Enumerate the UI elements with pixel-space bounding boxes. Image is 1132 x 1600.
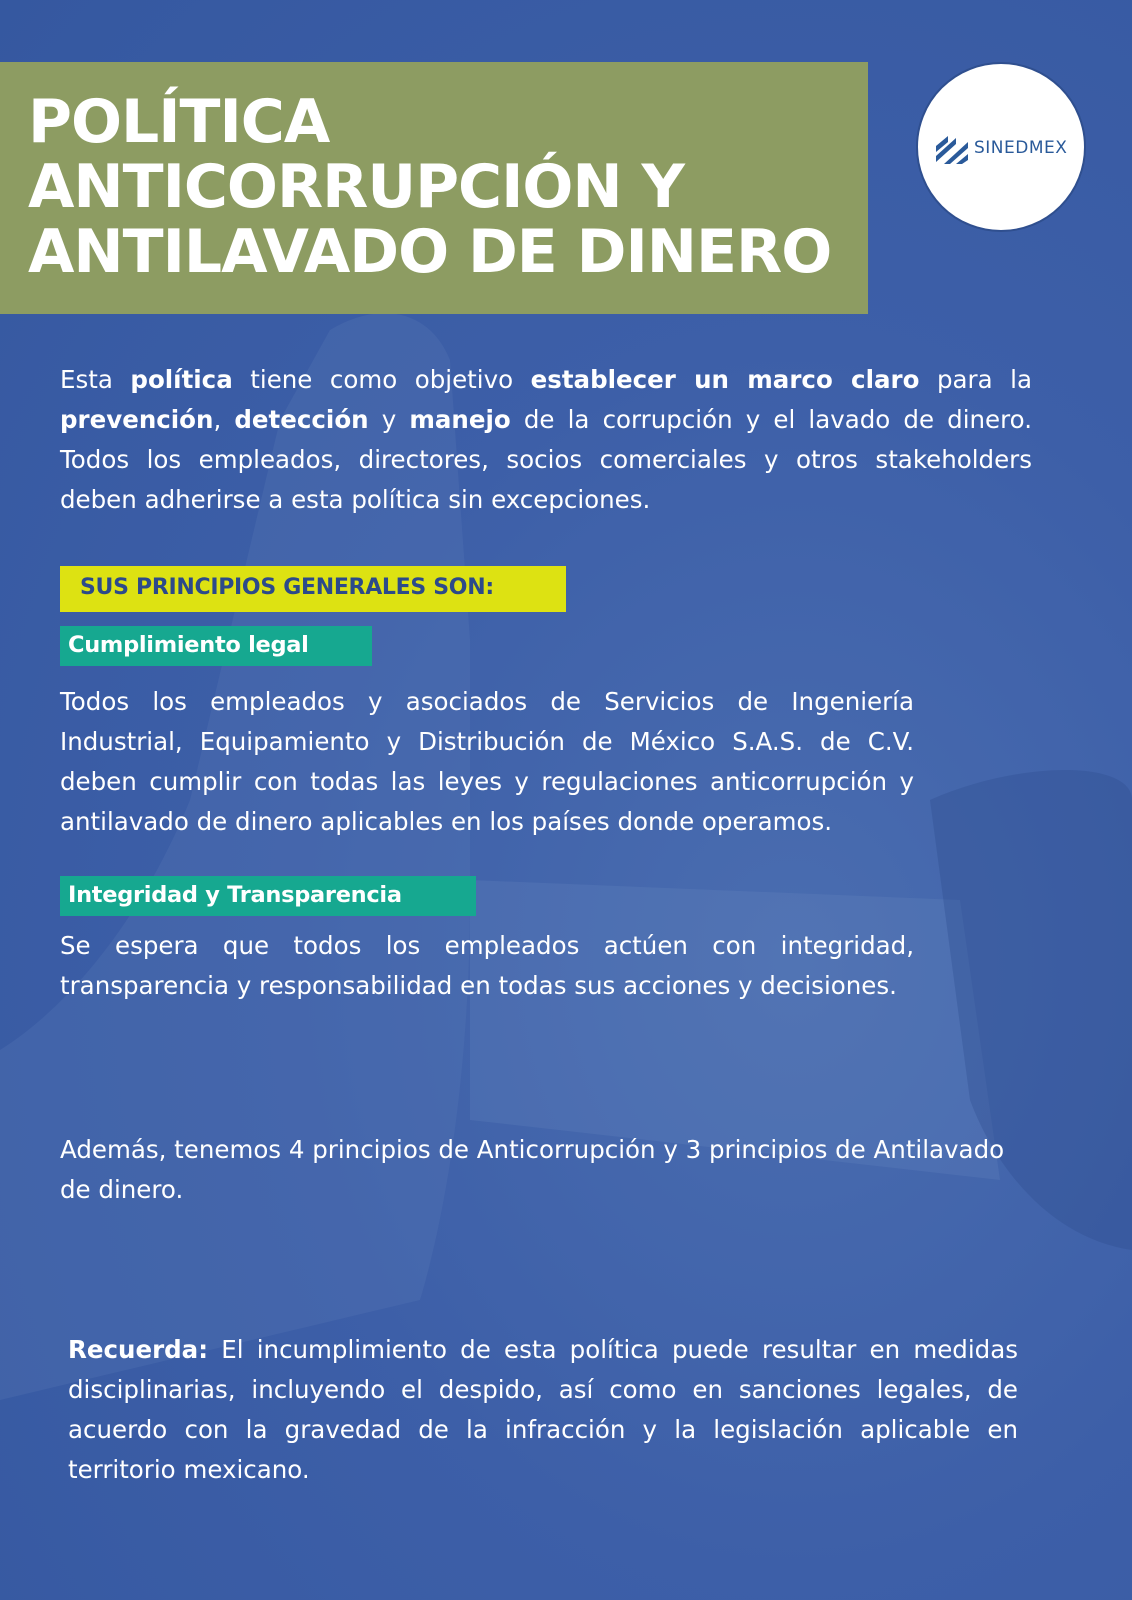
principle-body-legal: Todos los empleados y asociados de Servicios de Ingeniería Industrial, Equipamiento y Distribución de México S.A.S. de C.V. deben cumplir con todas las leyes y regulaciones anticorrupción y antilavado de dinero aplicables en los países donde operamos. — [60, 687, 914, 836]
principle-body-integrity: Se espera que todos los empleados actúen con integridad, transparencia y responsabilidad en todas sus acciones y decisiones. — [60, 931, 914, 1000]
logo-text: SINEDMEX — [974, 138, 1068, 158]
principle-badge-legal — [60, 626, 372, 666]
reminder-label: Recuerda: — [68, 1335, 209, 1364]
title-banner — [0, 62, 868, 314]
principles-heading: SUS PRINCIPIOS GENERALES SON: — [80, 575, 494, 600]
principles-heading-badge — [60, 566, 566, 612]
intro-text: para la — [919, 365, 1032, 394]
intro-emphasis: detección — [234, 405, 369, 434]
intro-text: tiene como objetivo — [232, 365, 531, 394]
intro-text: de la corrupción y el lavado de dinero. Todos los empleados, directores, socios comerciales y otros stakeholders deben adherirse a esta política sin excepciones. — [60, 405, 1032, 514]
page-title-line-1: POLÍTICA — [28, 87, 330, 157]
logo-mark-icon — [934, 134, 970, 166]
intro-text: Esta — [60, 365, 131, 394]
intro-emphasis: manejo — [409, 405, 511, 434]
additional-principles-note: Además, tenemos 4 principios de Anticorrupción y 3 principios de Antilavado de dinero. — [60, 1135, 1005, 1204]
intro-paragraph — [60, 360, 1032, 520]
intro-text: y — [368, 405, 410, 434]
intro-text: , — [213, 405, 235, 434]
page-title-line-2: ANTICORRUPCIÓN Y — [28, 152, 684, 222]
intro-emphasis: prevención — [60, 405, 214, 434]
principle-badge-integrity — [60, 876, 476, 916]
principle-title-integrity: Integridad y Transparencia — [68, 882, 402, 908]
intro-emphasis: establecer un marco claro — [530, 365, 920, 394]
page-title-line-3: ANTILAVADO DE DINERO — [28, 217, 832, 287]
reminder-paragraph — [68, 1330, 1018, 1490]
principle-title-legal: Cumplimiento legal — [68, 632, 309, 658]
reminder-text: El incumplimiento de esta política puede resultar en medidas disciplinarias, incluyendo el despido, así como en sanciones legales, de acuerdo con la gravedad de la infracción y la legislación aplicable en territorio mexicano. — [68, 1335, 1018, 1484]
company-logo — [916, 62, 1086, 232]
intro-emphasis: política — [130, 365, 233, 394]
